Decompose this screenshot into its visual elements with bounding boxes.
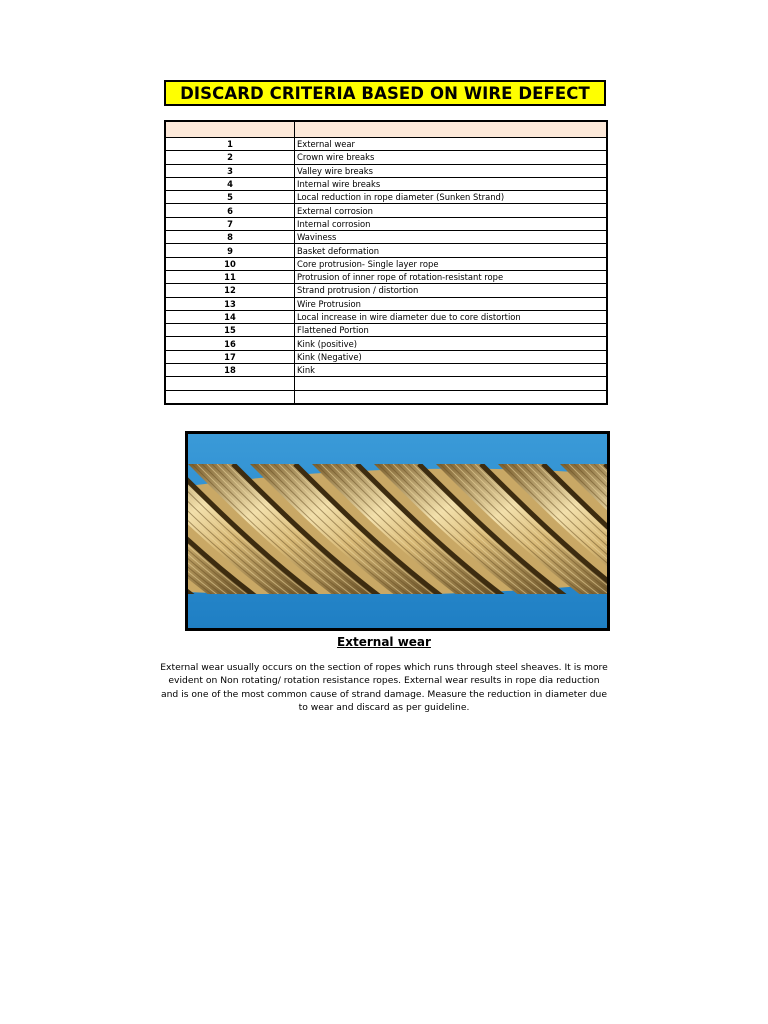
table-row <box>165 350 607 363</box>
defect-number: 14 <box>165 310 295 323</box>
defect-name: Internal wire breaks <box>295 177 608 190</box>
defect-number: 2 <box>165 151 295 164</box>
defect-name: Kink <box>295 364 608 377</box>
defect-name <box>295 390 608 404</box>
defect-name: Kink (Negative) <box>295 350 608 363</box>
defect-number: 11 <box>165 270 295 283</box>
title-banner <box>164 80 606 106</box>
defect-name: Wire Protrusion <box>295 297 608 310</box>
defects-table <box>164 120 608 405</box>
defect-number: 5 <box>165 191 295 204</box>
defect-number: 10 <box>165 257 295 270</box>
defect-name: External corrosion <box>295 204 608 217</box>
table-row <box>165 297 607 310</box>
defect-number: 12 <box>165 284 295 297</box>
defect-number: 17 <box>165 350 295 363</box>
table-row <box>165 191 607 204</box>
defect-number: 9 <box>165 244 295 257</box>
defect-name: Core protrusion- Single layer rope <box>295 257 608 270</box>
wire-rope-photo <box>185 431 610 631</box>
defect-number <box>165 390 295 404</box>
defect-number: 7 <box>165 217 295 230</box>
table-header-row <box>165 121 607 138</box>
table-row <box>165 324 607 337</box>
defect-number <box>165 377 295 390</box>
defect-number: 16 <box>165 337 295 350</box>
table-row <box>165 377 607 390</box>
defect-name: Valley wire breaks <box>295 164 608 177</box>
table-row <box>165 164 607 177</box>
defect-name: Strand protrusion / distortion <box>295 284 608 297</box>
table-row <box>165 390 607 404</box>
defect-name: Flattened Portion <box>295 324 608 337</box>
figure-description: External wear usually occurs on the section of ropes which runs through steel sheaves. It is more evident on Non rotating/ rotation resistance ropes. External wear results in rope dia reduction and is one of the most common cause of strand damage. Measure the reduction in diameter due to wear and discard as per guideline. <box>160 662 608 713</box>
table-row <box>165 310 607 323</box>
defect-name: Waviness <box>295 231 608 244</box>
table-row <box>165 204 607 217</box>
wire-rope-image <box>188 434 607 628</box>
figure-caption: External wear <box>337 635 431 649</box>
defect-number: 6 <box>165 204 295 217</box>
defect-name: External wear <box>295 138 608 151</box>
defect-number: 13 <box>165 297 295 310</box>
defect-name: Local increase in wire diameter due to core distortion <box>295 310 608 323</box>
table-row <box>165 337 607 350</box>
defect-name: Basket deformation <box>295 244 608 257</box>
table-row <box>165 138 607 151</box>
page-title: DISCARD CRITERIA BASED ON WIRE DEFECT <box>180 83 590 103</box>
defect-number: 15 <box>165 324 295 337</box>
defect-name: Kink (positive) <box>295 337 608 350</box>
table-row <box>165 284 607 297</box>
table-row <box>165 364 607 377</box>
defect-name: Local reduction in rope diameter (Sunken Strand) <box>295 191 608 204</box>
table-row <box>165 257 607 270</box>
defect-number: 3 <box>165 164 295 177</box>
table-row <box>165 151 607 164</box>
defect-name: Protrusion of inner rope of rotation-resistant rope <box>295 270 608 283</box>
defect-name: Internal corrosion <box>295 217 608 230</box>
header-cell-defect <box>295 121 608 138</box>
table-row <box>165 177 607 190</box>
table-row <box>165 231 607 244</box>
defect-number: 1 <box>165 138 295 151</box>
defect-number: 18 <box>165 364 295 377</box>
defect-number: 8 <box>165 231 295 244</box>
table-row <box>165 217 607 230</box>
defect-number: 4 <box>165 177 295 190</box>
defect-name: Crown wire breaks <box>295 151 608 164</box>
header-cell-number <box>165 121 295 138</box>
table-row <box>165 244 607 257</box>
table-row <box>165 270 607 283</box>
defect-name <box>295 377 608 390</box>
